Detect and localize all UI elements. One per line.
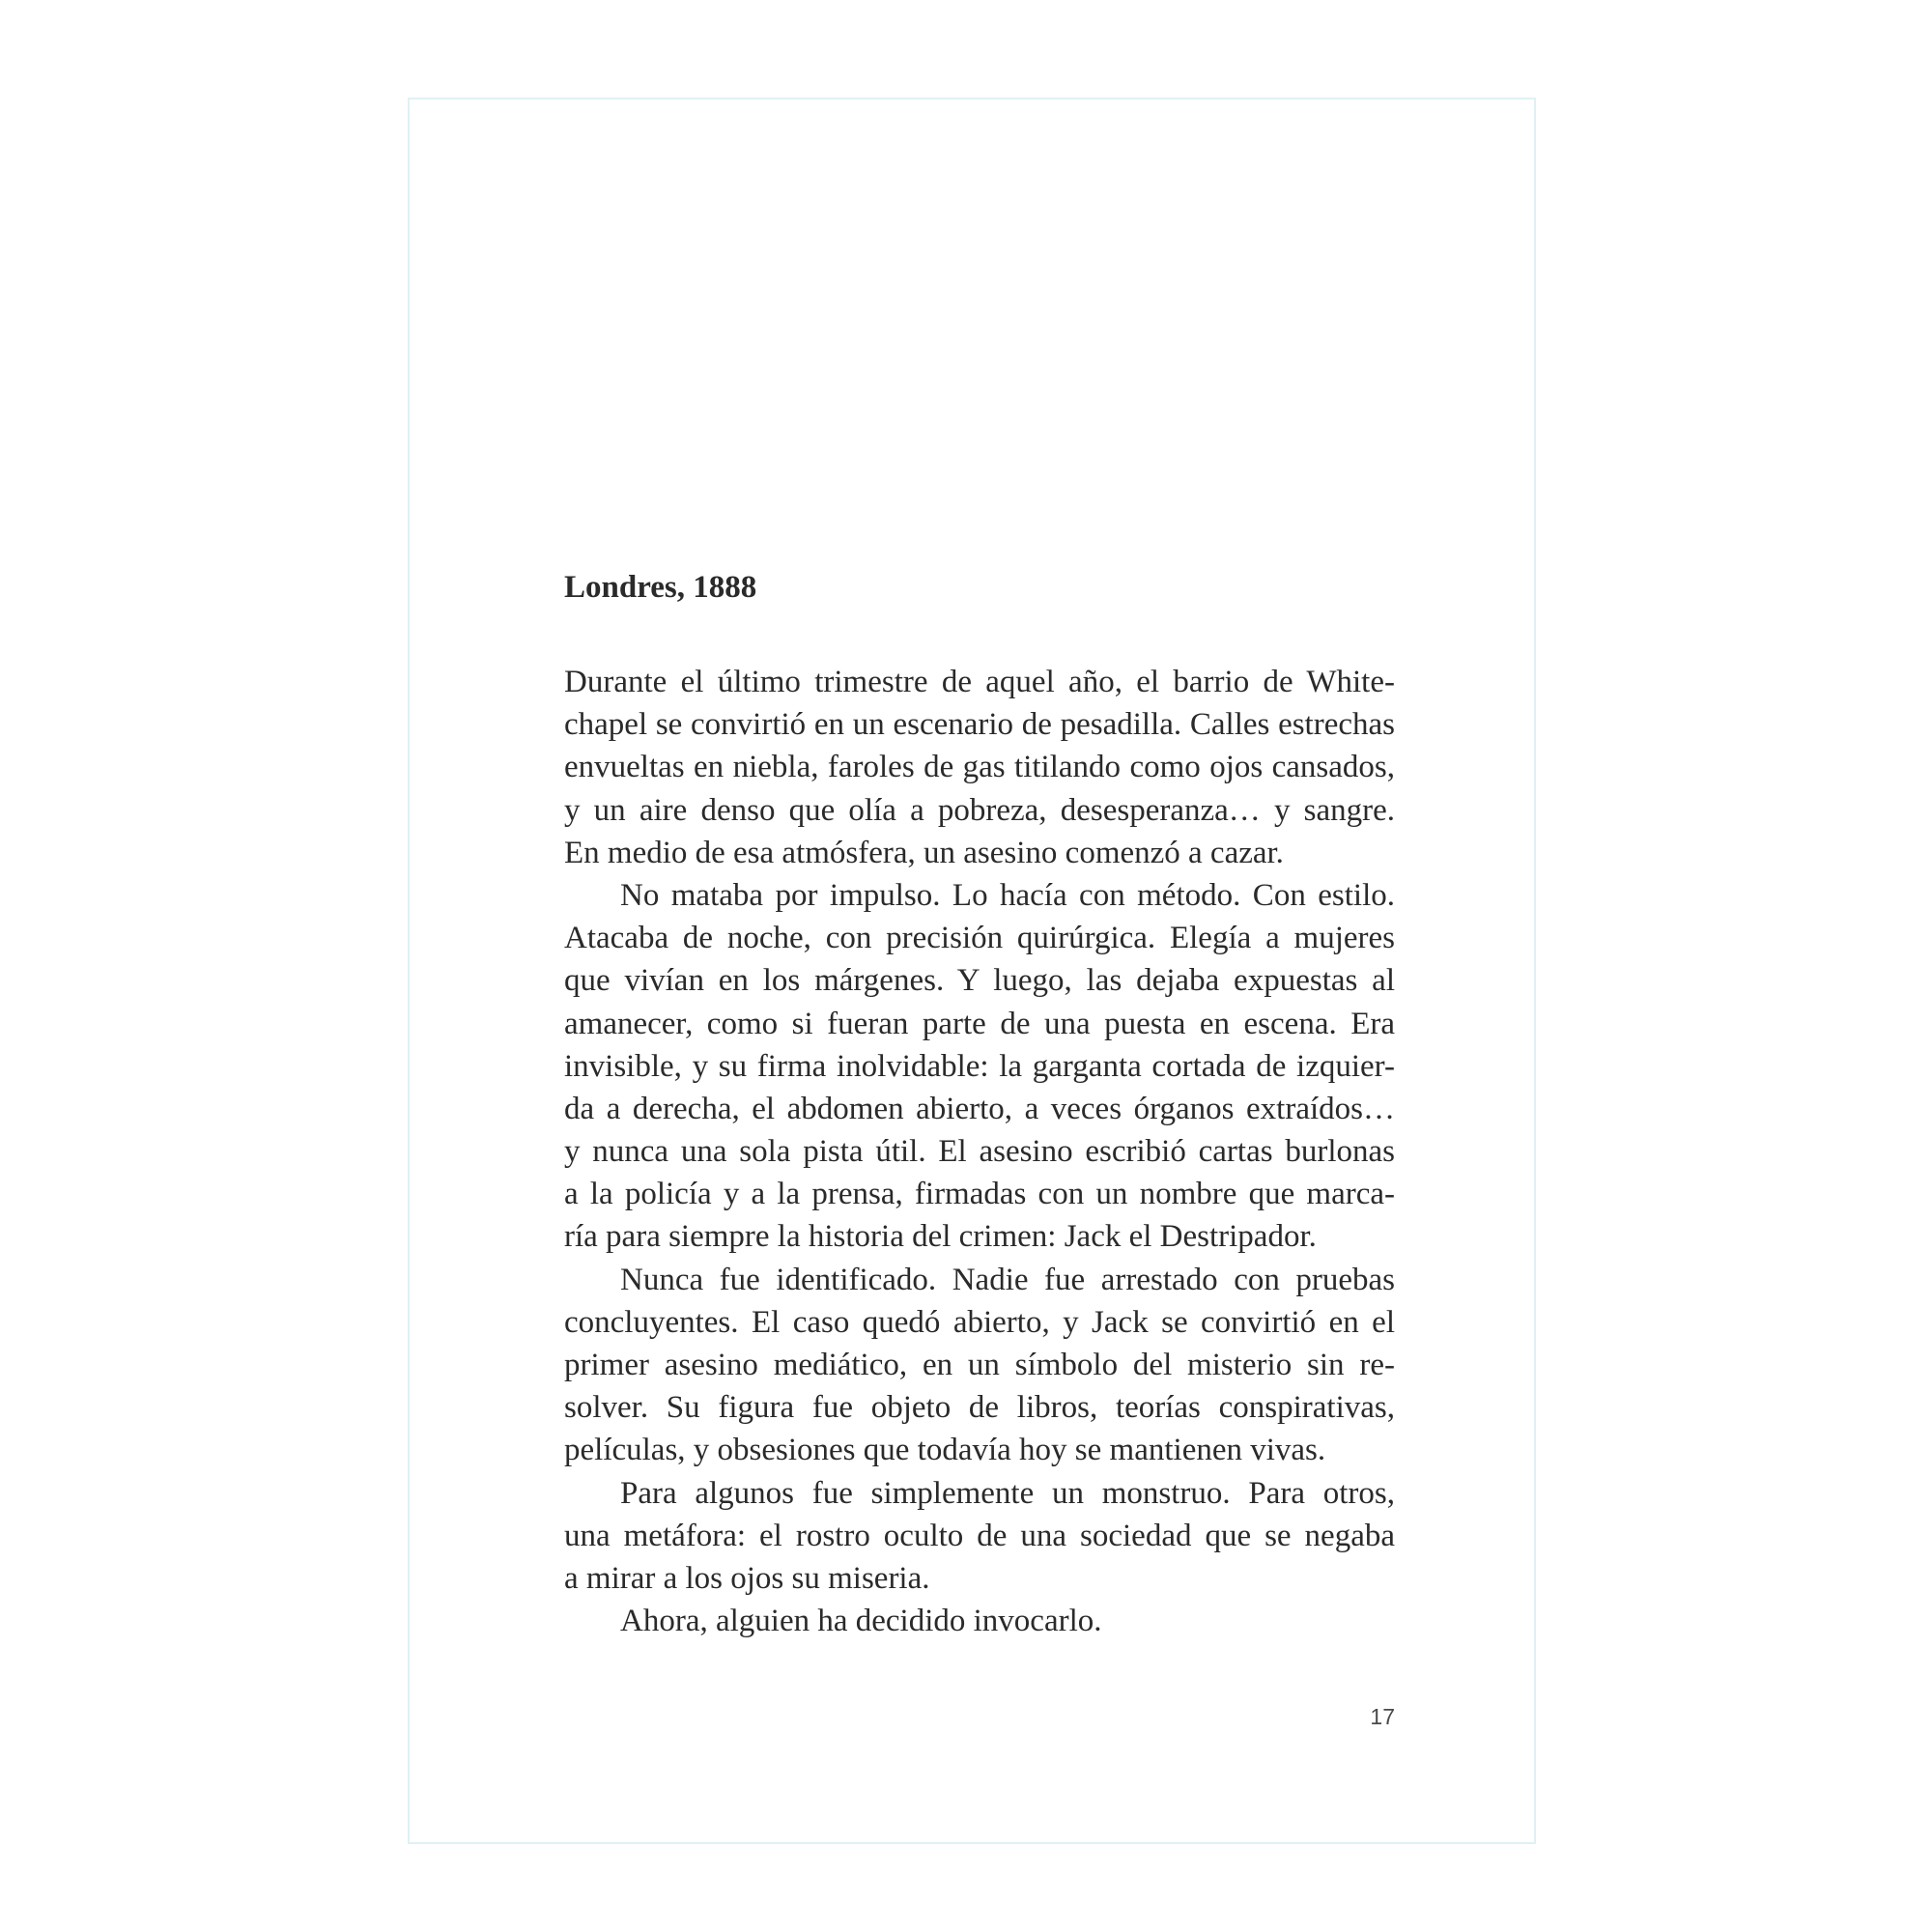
text-line: solver. Su figura fue objeto de libros, teorías conspirativas, [564, 1390, 1395, 1426]
text-line: a mirar a los ojos su miseria. [564, 1560, 930, 1596]
text-line: No mataba por impulso. Lo hacía con método. Con estilo. [620, 877, 1395, 913]
text-line: a la policía y a la prensa, firmadas con un nombre que marca- [564, 1177, 1395, 1212]
text-line: Atacaba de noche, con precisión quirúrgica. Elegía a mujeres [564, 921, 1395, 956]
text-line: y nunca una sola pista útil. El asesino escribió cartas burlonas [564, 1134, 1395, 1170]
text-line: envueltas en niebla, faroles de gas titilando como ojos cansados, [564, 750, 1395, 785]
page-number: 17 [1370, 1704, 1395, 1729]
text-line: películas, y obsesiones que todavía hoy se mantienen vivas. [564, 1433, 1326, 1468]
text-line: da a derecha, el abdomen abierto, a veces órganos extraídos… [564, 1091, 1395, 1126]
chapter-heading: Londres, 1888 [564, 570, 757, 605]
text-line: que vivían en los márgenes. Y luego, las dejaba expuestas al [564, 963, 1395, 999]
text-line: ría para siempre la historia del crimen: Jack el Destripador. [564, 1219, 1317, 1255]
body-text [564, 661, 1395, 1642]
text-line: En medio de esa atmósfera, un asesino comenzó a cazar. [564, 835, 1284, 870]
text-line: Ahora, alguien ha decidido invocarlo. [620, 1604, 1102, 1639]
text-line: y un aire denso que olía a pobreza, desesperanza… y sangre. [564, 792, 1395, 828]
text-line: Nunca fue identificado. Nadie fue arrestado con pruebas [620, 1262, 1395, 1297]
text-line: Para algunos fue simplemente un monstruo. Para otros, [620, 1475, 1395, 1511]
text-line: concluyentes. El caso quedó abierto, y Jack se convirtió en el [564, 1304, 1395, 1340]
text-line: amanecer, como si fueran parte de una puesta en escena. Era [564, 1006, 1395, 1041]
text-line: primer asesino mediático, en un símbolo del misterio sin re- [564, 1348, 1395, 1382]
text-line: invisible, y su firma inolvidable: la garganta cortada de izquier- [564, 1048, 1395, 1084]
text-line: una metáfora: el rostro oculto de una sociedad que se negaba [564, 1518, 1395, 1553]
text-line: chapel se convirtió en un escenario de pesadilla. Calles estrechas [564, 707, 1395, 743]
text-line: Durante el último trimestre de aquel año, el barrio de White- [564, 665, 1395, 699]
